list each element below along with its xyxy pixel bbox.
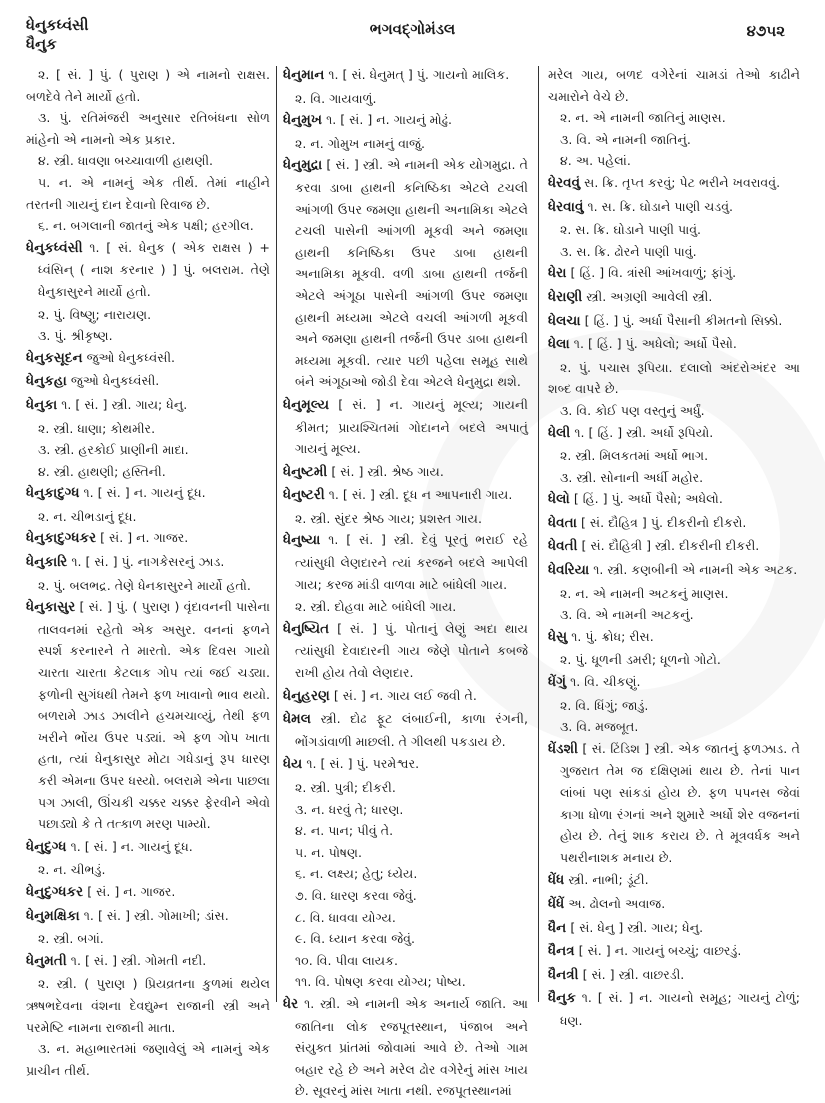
definition: સ્ત્રી. નાભી; ડૂંટી. bbox=[568, 872, 649, 888]
definition: [ સં. ધેનુ ] સ્ત્રી. ગાય; ધેનુ. bbox=[570, 919, 704, 935]
headword: ધેવરિયા bbox=[548, 562, 590, 579]
headword: ધેનુકસૂદન bbox=[26, 349, 83, 366]
sense-line: ૫. ન. પોષણ. bbox=[295, 844, 363, 860]
sense-line: ૨. [ સં. ] પું. ( પુરાણ ) એ નામનો રાક્ષસ. બળદેવે તેને માર્યો હતો. bbox=[26, 67, 270, 104]
dictionary-entry bbox=[548, 964, 800, 987]
headword: ધૈનત્રી bbox=[548, 966, 579, 983]
column-1 bbox=[26, 64, 270, 1081]
sense-line: ૨. સ્ત્રી. મિલકતમાં અર્ધો ભાગ. bbox=[560, 448, 709, 464]
definition: જુઓ ધેનુકધ્વંસી. bbox=[86, 349, 176, 365]
headword: ધેનુષ્ટમી bbox=[283, 463, 328, 480]
dictionary-entry bbox=[548, 535, 800, 558]
dictionary-entry bbox=[548, 422, 800, 445]
guide-word-last: ધૈનુક bbox=[26, 35, 57, 53]
dictionary-entry bbox=[26, 370, 270, 393]
dictionary-entry bbox=[283, 993, 528, 1102]
sense-line: ૪. અ. પહેલાં. bbox=[560, 153, 631, 169]
sense-line: ૩. વિ. એ નામની અટકનું. bbox=[560, 607, 694, 623]
dictionary-entry bbox=[283, 529, 528, 595]
definition: [ સં. દૌહિત્ર ] પું. દીકરીનો દીકરો. bbox=[580, 514, 747, 530]
headword: ધેમલ bbox=[283, 711, 312, 728]
sense-line: ૩. સ. ક્રિ. ઢોરને પાણી પાવું. bbox=[560, 243, 697, 259]
sense-line: ૨. વિ. ધિંગું; જાડું. bbox=[560, 697, 649, 713]
column-2 bbox=[283, 64, 528, 1103]
headword: ધેનુમુદ્રા bbox=[283, 157, 323, 174]
headword: ધેનુદુગ્ધ bbox=[26, 838, 67, 855]
sense-line: ૨. સ્ત્રી. સુંદર શ્રેષ્ઠ ગાય; પ્રશસ્ત ગાય. bbox=[295, 510, 482, 526]
dictionary-entry bbox=[26, 527, 270, 550]
dictionary-entry bbox=[548, 738, 800, 869]
sense-line: ૬. ન. બગલાની જાતનું એક પક્ષી; હરગીલ. bbox=[38, 218, 254, 234]
definition: સ્ત્રી. અગ્રણી આવેલી સ્ત્રી. bbox=[586, 288, 713, 304]
definition: [ સં. ] સ્ત્રી. શ્રેષ્ઠ ગાય. bbox=[331, 463, 444, 479]
sense-line: ૩. સ્ત્રી. સોનાની અર્ધી મહોર. bbox=[560, 469, 704, 485]
definition: અ. ઢોલનો અવાજ. bbox=[568, 895, 666, 911]
sense-line: ૨. વિ. ગાયવાળું. bbox=[295, 90, 377, 106]
headword: ધેનુમુખ bbox=[283, 112, 323, 129]
definition: ૧. [ સં. ] પું. પરમેશ્વર. bbox=[306, 756, 420, 772]
sense-line: ૨. ન. એ નામની અટકનું માણસ. bbox=[560, 585, 729, 601]
headword: ધેનુમતી bbox=[26, 952, 67, 969]
definition: ૧. [ સં. ] પું. નાગકેસરનું ઝાડ. bbox=[71, 554, 225, 570]
dictionary-entry bbox=[26, 596, 270, 835]
definition: [ સં. ] ન. ગાજર. bbox=[100, 530, 189, 546]
definition: સ્ત્રી. દોઢ ફૂટ લંબાઈની, કાળા રંગની, ભોંગડાંવાળી માછલી. તે ગીલથી પકડાય છે. bbox=[295, 711, 528, 749]
definition: ૧. [ સં. ધેનુમત્ ] પું. ગાયનો માલિક. bbox=[328, 67, 510, 82]
dictionary-entry bbox=[548, 333, 800, 356]
headword: ધેવતા bbox=[548, 514, 577, 531]
headword: ધૈનુક bbox=[548, 990, 576, 1007]
sense-line: ૩. વિ. એ નામની જાતિનું. bbox=[560, 131, 691, 147]
dictionary-entry bbox=[548, 172, 800, 195]
dictionary-entry bbox=[26, 394, 270, 417]
sense-line: ૫. ન. એ નામનું એક તીર્થ. તેમાં નાહીને તરતની ગાયનું દાન દેવાનો રિવાજ છે. bbox=[26, 174, 270, 212]
sense-line: ૯. વિ. ધ્યાન કરવા જેવું. bbox=[295, 931, 416, 947]
sense-line: ૨. પું. પચાસ રૂપિયા. દલાલો અંદરોઅંદર આ શબ્દ વાપરે છે. bbox=[548, 359, 800, 397]
dictionary-entry bbox=[26, 836, 270, 859]
sense-line: ૩. વિ. કોઈ પણ વસ્તુનું અર્ધું. bbox=[560, 402, 705, 418]
definition: ૧. વિ. ચીકણું. bbox=[570, 674, 641, 690]
definition: ૧. [ સં. ] સ્ત્રી. ગાય; ધેનુ. bbox=[61, 396, 188, 412]
sense-line: ૨. સ્ત્રી. પુત્રી; દીકરી. bbox=[295, 780, 396, 795]
dictionary-entry bbox=[548, 286, 800, 309]
running-title: ભગવદ્ગોમંડલ bbox=[369, 20, 456, 38]
dictionary-entry bbox=[283, 154, 528, 393]
sense-line: ૨. સ્ત્રી. દોહવા માટે બાંધેલી ગાય. bbox=[295, 599, 457, 615]
dictionary-entry bbox=[283, 708, 528, 752]
headword: ધેનુષ્યા bbox=[283, 532, 321, 549]
definition: જુઓ ધેનુકધ્વંસી. bbox=[70, 373, 160, 389]
dictionary-entry bbox=[548, 488, 800, 511]
dictionary-entry bbox=[283, 64, 528, 87]
sense-line: ૮. વિ. ધાવવા યોગ્ય. bbox=[295, 909, 396, 925]
dictionary-entry bbox=[26, 237, 270, 303]
sense-line: ૨. સ્ત્રી. ( પુરાણ ) પ્રિયવ્રતના કુળમાં થયેલ ઋષભદેવના વંશના દેવદ્યુમ્ન રાજાની સ્ત્રી અને પરમેષ્ટિ નામના રાજાની માતા. bbox=[26, 976, 270, 1035]
sense-line: ૧૦. વિ. પીવા લાયક. bbox=[295, 952, 398, 968]
definition: [ સં. ] ન. ગાજર. bbox=[87, 883, 176, 899]
definition: ૧. [ સં. ધેનુક ( એક રાક્ષસ ) + ધ્વંસિન્ ( નાશ કરનાર ) ] પું. બલરામ. તેણે ધેનુકાસુરને માર્યો હતો. bbox=[38, 239, 270, 299]
headword: ધેસુ bbox=[548, 628, 568, 645]
dictionary-entry bbox=[26, 950, 270, 973]
definition: [ સં. દૌહિત્રી ] સ્ત્રી. દીકરીની દીકરી. bbox=[581, 538, 760, 554]
headword: ધેલા bbox=[548, 336, 570, 353]
dictionary-entry bbox=[548, 987, 800, 1031]
headword: ધેંડશી bbox=[548, 740, 578, 757]
sense-line: ૩. પું. શ્રીકૃષ્ણ. bbox=[38, 328, 113, 344]
headword: ધેનુષ્યિત bbox=[283, 620, 330, 637]
headword: ધેંધ bbox=[548, 872, 565, 889]
headword: ધેનુષ્ટરી bbox=[283, 487, 325, 504]
headword: ધેય bbox=[283, 756, 303, 773]
headword: ધેરવવું bbox=[548, 174, 581, 191]
definition: ૧. [ સં. ] સ્ત્રી. દેવું પૂરતું ભરાઈ રહે ત્યાંસુધી લેણદારને ત્યાં કરજને બદલે આપેલી ગાય; કરજ માંડી વાળવા માટે બાંધેલી ગાય. bbox=[295, 532, 528, 592]
headword: ધેંગું bbox=[548, 674, 567, 691]
headword: ધેનુકહા bbox=[26, 373, 67, 390]
sense-line: ૭. વિ. ધારણ કરવા જેવું. bbox=[295, 887, 417, 903]
definition: ૧. [ હિં. ] પું. અધેલો; અર્ધો પૈસો. bbox=[573, 336, 737, 352]
headword: ધેનુકાસુર bbox=[26, 599, 76, 616]
sense-line: ૩. ન. ધરવું તે; ધારણ. bbox=[295, 801, 404, 817]
sense-line: ૪. ન. પાન; પીવું તે. bbox=[295, 823, 394, 839]
definition: ૧. [ સં. ] ન. ગાયનું દૂધ. bbox=[83, 485, 206, 501]
definition: ૧. [ હિં. ] સ્ત્રી. અર્ધો રૂપિયો. bbox=[574, 424, 714, 440]
sense-line: ૨. ન. ચીભડું. bbox=[38, 862, 106, 878]
headword: ધેલી bbox=[548, 424, 571, 441]
sense-line: ૨. પું. ધૂળની ડમરી; ધૂળનો ગોટો. bbox=[560, 652, 721, 668]
headword: ધેલચા bbox=[548, 312, 581, 329]
dictionary-entry bbox=[283, 685, 528, 708]
dictionary-entry bbox=[26, 347, 270, 370]
sense-line: ૨. સ્ત્રી. બગાં. bbox=[38, 931, 104, 947]
dictionary-entry bbox=[548, 940, 800, 963]
page-number: ૪૭૫૨ bbox=[746, 22, 785, 40]
definition: [ સં. ] પું. ( પુરાણ ) વૃંદાવનની પાસેના તાલવનમાં રહેતો એક અસુર. વનનાં ફળને સ્પર્શ કરનારને તે મારતો. એક દિવસ ગાયો ચારતા ચારતા કેટલાક ગોપ ત્યાં જઈ ચડ્યા. ફળોની સુગંધથી તેમને ફળ ખાવાનો ભાવ થયો. બળરામે ઝાડ ઝાલીને હચમચાવ્યું, તેથી ફળ ખરીને ભોંય ઉપર પડ્યાં. એ ફળ ગોપ ખાતા હતા, ત્યાં ધેનુકાસુર મોટા ગધેડાનું રૂપ ધારણ કરી એમના ઉપર ધસ્યો. બલરામે એના પાછલા પગ ઝાલી, ઊંચકી ચક્કર ચક્કર ફેરવીને એવો પછાડ્યો કે તે તત્કાળ મરણ પામ્યો. bbox=[38, 599, 270, 832]
sense-line: ૪. સ્ત્રી. ધાવણા બચ્ચાવાળી હાથણી. bbox=[38, 153, 214, 169]
column-3 bbox=[548, 64, 800, 1033]
sense-line: ૨. ન. એ નામની જાતિનું માણસ. bbox=[560, 110, 726, 126]
definition: ૧. [ સં. ] ન. ગાયનું મોઢું. bbox=[326, 112, 452, 128]
definition: ૧. [ સં. ] સ્ત્રી. ગોમાખી; ડાંસ. bbox=[83, 907, 229, 923]
definition: [ હિં. ] પું. અર્ધા પૈસાની કીમતનો સિક્કો. bbox=[584, 312, 783, 328]
sense-line: ૨. સ. ક્રિ. ઘોડાને પાણી પાવું. bbox=[560, 222, 702, 238]
dictionary-entry bbox=[548, 512, 800, 535]
headword: ધેનુકા bbox=[26, 396, 58, 413]
definition: ૧. પું. ક્રોધ; રીસ. bbox=[571, 628, 654, 644]
dictionary-entry bbox=[548, 262, 800, 285]
headword: ધેરાણી bbox=[548, 288, 583, 305]
dictionary-entry bbox=[548, 626, 800, 649]
definition: ૧. [ સં. ] ન. ગાયનું દૂધ. bbox=[70, 838, 193, 854]
definition: ૧. [ સં. ] સ્ત્રી. દૂધ ન આપનારી ગાય. bbox=[328, 487, 513, 503]
dictionary-entry bbox=[548, 310, 800, 333]
definition: [ સં. ] સ્ત્રી. એ નામની એક યોગમુદ્રા. તે કરવા ડાબા હાથની કનિષ્ઠિકા એટલે ટચલી આંગળી ઉપર જમણા હાથની અનામિકા એટલે ટચલી પાસેની આંગળી મૂકવી અને જમણા હાથની કનિષ્ઠિકા ઉપર ડાબા હાથની અનામિકા મૂકવી. વળી ડાબા હાથની તર્જની એટલે અંગૂઠા પાસેની આંગળી ઉપર જમણા હાથની મધ્યમા એટલે વચલી આંગળી મૂકવી અને જમણા હાથની તર્જની ઉપર ડાબા હાથની મધ્યમા મૂકવી. ત્યાર પછી પહેલા સમૂહ સાથે બંને અંગૂઠાઓ જોડી દેવા એટલે ધેનુમુદ્રા થશે. bbox=[295, 157, 528, 390]
headword: ધેનુમક્ષિકા bbox=[26, 907, 80, 924]
definition-continuation: મરેલ ગાય, બળદ વગેરેનાં ચામડાં તેઓ કાઢીને ચમારોને વેચે છે. bbox=[548, 67, 800, 104]
dictionary-entry bbox=[283, 394, 528, 460]
dictionary-entry bbox=[548, 893, 800, 916]
dictionary-entry bbox=[283, 484, 528, 507]
guide-word-first: ધેનુકધ્વંસી bbox=[26, 16, 89, 34]
sense-line: ૨. સ્ત્રી. ધાણા; કોથમીર. bbox=[38, 420, 156, 436]
dictionary-entry bbox=[548, 671, 800, 694]
dictionary-entry bbox=[283, 753, 528, 776]
headword: ધેનુકાદુગ્ધકર bbox=[26, 530, 97, 547]
definition: [ હિં. ] વિ. ત્રાંસી આંખવાળું; ફાંગું. bbox=[570, 265, 737, 281]
headword: ધેરા bbox=[548, 265, 567, 282]
definition: [ સં. ] ન. ગાય લઈ જવી તે. bbox=[333, 687, 477, 703]
headword: ધેર bbox=[283, 995, 299, 1012]
headword: ધૈનત્ર bbox=[548, 943, 575, 960]
definition: સ. ક્રિ. તૃપ્ત કરવું; પેટ ભરીને ખવરાવવું. bbox=[584, 174, 781, 190]
sense-line: ૩. સ્ત્રી. હરકોઈ પ્રાણીની માદા. bbox=[38, 442, 189, 458]
sense-line: ૬. ન. લક્ષ્ય; હેતુ; ધ્યેય. bbox=[295, 866, 418, 882]
dictionary-entry bbox=[548, 196, 800, 219]
definition: ૧. [ સં. ] સ્ત્રી. ગોમતી નદી. bbox=[70, 952, 207, 968]
definition: [ સં. ] ન. ગાયનું મૂલ્ય; ગાયની કીમત; પ્રાયશ્ચિતમાં ગોદાનને બદલે અપાતું ગાયનું મૂલ્ય. bbox=[295, 396, 528, 457]
dictionary-entry bbox=[26, 881, 270, 904]
definition: ૧. સ્ત્રી. કણબીની એ નામની એક અટક. bbox=[593, 562, 798, 578]
sense-line: ૩. પું. રતિમંજરી અનુસાર રતિબંધના સોળ માંહેનો એ નામનો એક પ્રકાર. bbox=[26, 110, 270, 147]
headword: ધેવતી bbox=[548, 538, 578, 555]
definition: [ સં. ] પું. પોતાનું લેણું અદા થાય ત્યાંસુધી દેવાદારની ગાય જેણે પોતાને કબજે રાખી હોય તેવો લેણદાર. bbox=[295, 620, 528, 681]
sense-line: ૩. ન. મહાભારતમાં જણાવેલું એ નામનું એક પ્રાચીન તીર્થ. bbox=[26, 1041, 270, 1078]
dictionary-entry bbox=[26, 905, 270, 928]
headword: ધેનુકધ્વંસી bbox=[26, 239, 83, 256]
dictionary-entry bbox=[26, 551, 270, 574]
headword: ધેલો bbox=[548, 491, 570, 508]
headword: ધેનુદુગ્ધકર bbox=[26, 883, 84, 900]
definition: [ સં. ] ન. ગાયનું બચ્ચું; વાછરડું. bbox=[578, 943, 742, 959]
dictionary-entry bbox=[548, 869, 800, 892]
dictionary-entry bbox=[283, 618, 528, 684]
sense-line: ૨. પું. બલભદ્ર. તેણે ધેનકાસુરને માર્યો હતો. bbox=[38, 577, 251, 593]
column-divider bbox=[276, 66, 277, 1002]
dictionary-entry bbox=[548, 559, 800, 582]
headword: ધેનુમાન bbox=[283, 67, 325, 83]
sense-line: ૨. ન. ગોમુખ નામનું વાજું. bbox=[295, 135, 425, 151]
column-divider bbox=[538, 66, 539, 1002]
sense-line: ૪. સ્ત્રી. હાથણી; હસ્તિની. bbox=[38, 463, 166, 479]
sense-line: ૨. ન. ચીભડાનું દૂધ. bbox=[38, 508, 137, 524]
definition: [ હિં. ] પું. અર્ધો પૈસો; અધેલો. bbox=[573, 491, 723, 507]
headword: ધેનુકાદુગ્ધ bbox=[26, 485, 80, 502]
definition: [ સં. ટિંડિશ ] સ્ત્રી. એક જાતનું ફળઝાડ. તે ગુજરાત તેમ જ દક્ષિણમાં થાય છે. તેનાં પાન લાંબાં પણ સાંકડાં હોય છે. ફળ પપનસ જેવાં કાગા ધોળા રંગનાં અને શુમારે અર્ધો શેર વજનનાં હોય છે. તેનું શાક કરાય છે. તે મૂત્રવર્ધક અને પથરીનાશક મનાય છે. bbox=[560, 740, 800, 865]
headword: ધેનુમૂલ્ય bbox=[283, 396, 330, 413]
dictionary-entry bbox=[283, 461, 528, 484]
dictionary-entry bbox=[283, 109, 528, 132]
definition: ૧. સ. ક્રિ. ઘોડાને પાણી ચડવું. bbox=[587, 198, 734, 214]
definition: ૧. [ સં. ] ન. ગાયનો સમૂહ; ગાયનું ટોળું; ધણ. bbox=[560, 990, 800, 1028]
headword: ધેંધેં bbox=[548, 895, 565, 912]
definition: [ સં. ] સ્ત્રી. વાછરડી. bbox=[582, 966, 685, 982]
dictionary-entry bbox=[26, 482, 270, 505]
headword: ધેરવાવું bbox=[548, 198, 584, 215]
sense-line: ૧૧. વિ. પોષણ કરવા યોગ્ય; પોષ્ય. bbox=[295, 974, 466, 990]
dictionary-entry bbox=[548, 917, 800, 940]
sense-line: ૨. પું. વિષ્ણુ; નારાયણ. bbox=[38, 306, 152, 322]
definition: ૧. સ્ત્રી. એ નામની એક અનાર્ય જાતિ. આ જાતિના લોક રજપૂતસ્થાન, પંજાબ અને સંયુક્ત પ્રાંતમાં જોવામાં આવે છે. તેઓ ગામ બહાર રહે છે અને મરેલ ઢોર વગેરેનું માંસ ખાય છે. સૂવરનું માંસ ખાતા નથી. રજપૂતસ્થાનમાં bbox=[295, 995, 528, 1099]
headword: ધેનુકારિ bbox=[26, 554, 68, 571]
sense-line: ૩. વિ. મજબૂત. bbox=[560, 719, 639, 735]
headword: ધૈન bbox=[548, 919, 567, 936]
headword: ધેનુહરણ bbox=[283, 687, 330, 704]
